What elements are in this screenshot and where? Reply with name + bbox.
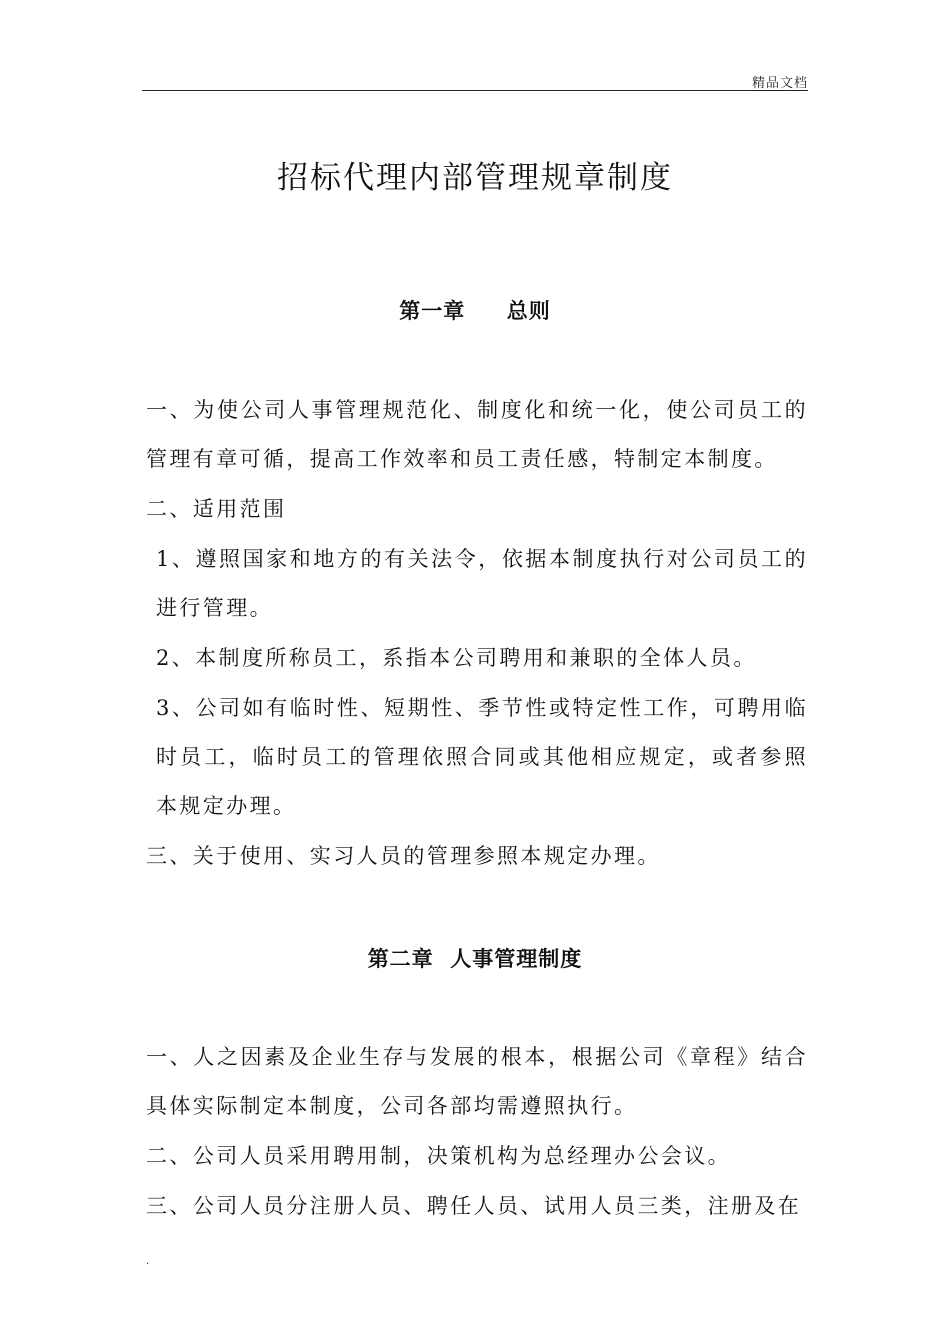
document-title: 招标代理内部管理规章制度 [277,160,673,196]
chapter-2-paragraph-3: 三、公司人员分注册人员、聘任人员、试用人员三类，注册及在 [146,1194,802,1218]
chapter-2-paragraph-1: 一、人之因素及企业生存与发展的根本，根据公司《章程》结合具体实际制定本制度，公司各部均需遵照执行。 [146,1045,808,1118]
chapter-2-heading: 第二章 人事管理制度 [367,946,583,971]
footer-mark: . [146,1256,150,1267]
chapter-1-paragraph-2: 二、适用范围 [146,497,287,521]
chapter-1-paragraph-6: 三、关于使用、实习人员的管理参照本规定办理。 [146,844,661,868]
chapter-1-paragraph-1: 一、为使公司人事管理规范化、制度化和统一化，使公司员工的管理有章可循，提高工作效率和员工责任感，特制定本制度。 [146,398,808,471]
chapter-1-paragraph-3: 1、遵照国家和地方的有关法令，依据本制度执行对公司员工的进行管理。 [156,547,808,620]
chapter-1-paragraph-4: 2、本制度所称员工，系指本公司聘用和兼职的全体人员。 [156,646,757,670]
header-label: 精品文档 [751,76,808,91]
header-rule [142,90,808,91]
chapter-1-paragraph-5: 3、公司如有临时性、短期性、季节性或特定性工作，可聘用临时员工，临时员工的管理依照合同或其他相应规定，或者参照本规定办理。 [156,696,808,818]
chapter-1-heading: 第一章 总则 [399,298,551,323]
chapter-2-paragraph-2: 二、公司人员采用聘用制，决策机构为总经理办公会议。 [146,1144,731,1168]
